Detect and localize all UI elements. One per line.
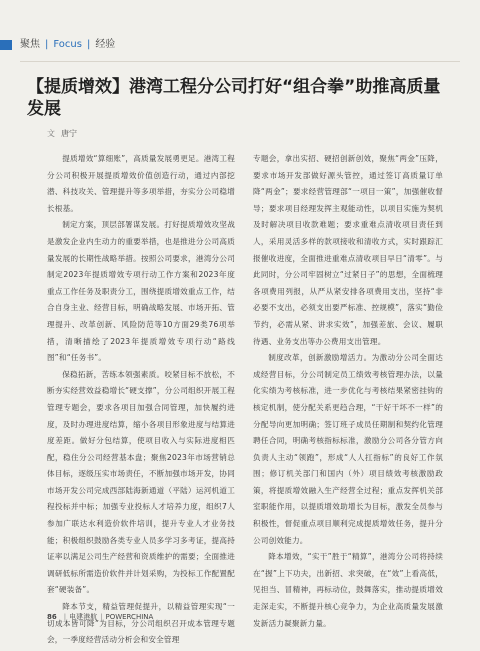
brand-name: POWERCHINA — [105, 613, 154, 621]
byline-label: 文 — [47, 129, 55, 138]
paragraph: 提质增效“算细账”，高质量发展勇更足。港湾工程分公司积极开展提质增效价值创造行动，通过内部挖潜、科技攻关、管理提升等多项举措，夯实分公司稳增长根基。 — [47, 154, 235, 213]
section-label: 聚焦 | Focus | 经验 — [20, 39, 116, 50]
accent-bar — [0, 40, 12, 50]
publication-name: 电建港航 — [69, 613, 98, 621]
section-cn: 聚焦 — [20, 39, 40, 50]
section-header — [0, 30, 480, 60]
header-divider — [20, 61, 460, 62]
right-column — [253, 151, 443, 632]
article-title: 【提质增效】港湾工程分公司打好“组合拳”助推高质量发展 — [27, 77, 441, 119]
paragraph: 制定方案，顶层部署谋发展。打好提质增效攻坚战是激发企业内生动力的重要举措，也是推进分公司高质量发展的长期性战略举措。按照公司要求，港湾分公司制定2023年提质增效专项行动工作方案和2023年度重点工作任务及职责分工，围绕提质增效重点工作，结合自身主业、经营目标，明确战略发展、市场开拓、管理提升、改革创新、风险防范等10方面29类76项举措，清晰描绘了2023年提质增效专项行动“路线图”和“任务书”。 — [47, 220, 235, 363]
page-number: 86 — [47, 613, 57, 621]
paragraph: 制度改革，创新激励增活力。为激动分公司全面达成经营目标，分公司制定员工绩效考核管理办法，以量化实绩为考核标准，进一步优化与考核结果紧密挂钩的核定机制，使分配关系更趋合理，“干好干坏不一样”的分配导向更加明确；签订班子成员任期制和契约化管理聘任合同，明确考核指标标准，激励分公司各分管方向负责人主动“领跑”，形成“人人扛指标”的良好工作氛围；修订机关部门和国内（外）项目绩效考核激励政策，将提质增效融入生产经营全过程；重点发挥机关部室职能作用，以提质增效助增长为目标，激发全员参与积极性，督促重点项目顺利完成提质增效任务，提升分公司创效能力。 — [253, 353, 443, 545]
paragraph: 保稳拓新，苦练本领强素质。咬紧目标不放松，不断夯实经营效益稳增长“硬支撑”，分公司组织开展工程管理专题会，要求各项目加强合同管理，加快履约进度，及时办理进度结算，缩小各项目形象进度与结算进度差距。做好分包结算，使项目收入与实际进度相匹配，稳住分公司经营基本盘；聚焦2023年市场营销总体目标，逐级压实市场责任，不断加强市场开发，协同市场开发公司完成西部陆海新通道（平陆）运河机道工程投标并中标；加强专业投标人才培养力度，组织7人参加广联达水利造价软件培训，提升专业人才业务技能；积极组织鼓励各类专业人员多学习多考证，提高持证率以满足公司生产经营和资质维护的需要；全面推进调研低标所需造价软件并计划采购，为投标工作配置配套“硬装备”。 — [47, 369, 235, 595]
column-name: 经验 — [95, 39, 116, 50]
paragraph: 降本节支，精益管理促提升，以精益管理实现“一切成本皆可降”为目标，分公司组织召开成本管理专题会，一季度经营活动分析会和安全管理 — [47, 602, 235, 645]
section-en: Focus — [53, 39, 82, 50]
author-name: 唐宁 — [61, 129, 77, 138]
paragraph: 降本增效，“实干”胜于“精算”，港湾分公司将持续在“握”上下功夫，出新招、求突破，在“效”上看高低，见担当、冒精神，再标动位，鼓舞落实，推动提质增效走深走实，不断提升核心竞争力，为企业高质量发展激发新活力凝聚新力量。 — [253, 552, 443, 628]
page-footer: 86 | 电建港航 | POWERCHINA — [47, 613, 154, 621]
byline — [47, 129, 77, 139]
left-column — [47, 151, 235, 649]
paragraph: 专题会，拿出实招、硬招创新创效，聚焦“两金”压降，要求市场开发部做好源头管控，通过签订高质量订单降“两金”；要求经营管理部“一项目一策”，加强催收督导；要求项目经理发挥主观能动性，以项目实施为契机及时解决项目收款难题；要求重难点清收项目责任到人，采用灵活多样的款项接收和清收方式，实时跟踪汇报催收进度，全面推进重难点清收项目早日“清零”。与此同时，分公司牢固树立“过紧日子”的思想，全面梳理各项费用列报，从严从紧安排各项费用支出，坚持“非必要不支出，必须支出要严标准、控规模”，落实“勤俭节约，必需从紧、讲求实效”，加强差旅、会议、履职待遇、业务支出等办公费用支出管理。 — [253, 154, 443, 346]
